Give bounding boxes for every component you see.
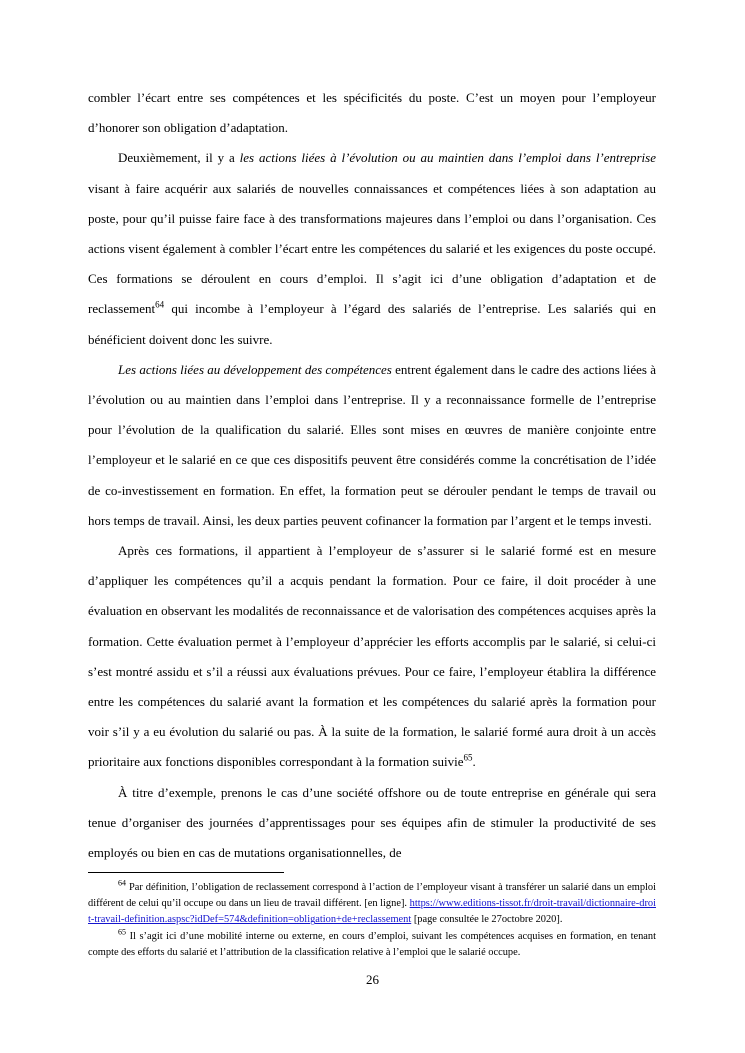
text-run: [page consultée le 27octobre 2020]. — [411, 914, 563, 926]
text-run: Après ces formations, il appartient à l’employeur de s’assurer si le salarié formé est en mesure d’appliquer les compétences qu’il a acquis pendant la formation. Pour ce faire, il doit procéder à une évaluation en observant les modalités de reconnaissance et de valorisation des compétences acquises après la formation. Cette évaluation permet à l’employeur d’apprécier les efforts accomplis par le salarié, si celui-ci s’est montré assidu et s’il a réussi aux évaluations prévues. Pour ce faire, l’employeur établira la différence entre les compétences du salarié avant la formation et les compétences du salarié après la formation pour voir s’il y a eu évolution du salarié ou pas. À la suite de la formation, le salarié formé aura droit à un accès prioritaire aux fonctions disponibles correspondant à la formation suivie — [88, 543, 656, 770]
footnote-link[interactable]: https://www.editions-tissot.fr/droit-travail/dictionnaire-droit-travail-definition.aspsc?idDef=574&definition=obligation+de+reclassement — [88, 898, 656, 926]
text-run: Par définition, l’obligation de reclassement correspond à l’action de l’employeur visant à transférer un salarié dans un emploi différent de celui qu’il occupe ou dans un lieu de travail différent. [en ligne]. — [88, 882, 656, 910]
text-run: . — [472, 754, 476, 770]
paragraph — [88, 83, 656, 143]
text-run: qui incombe à l’employeur à l’égard des salariés de l’entreprise. Les salariés qui en bénéficient doivent donc les suivre. — [88, 301, 656, 347]
footnote-reference[interactable]: 64 — [155, 300, 165, 311]
footnotes-area — [88, 880, 656, 961]
text-run: À titre d’exemple, prenons le cas d’une société offshore ou de toute entreprise en générale qui sera tenue d’organiser des journées d’apprentissages pour ses équipes afin de stimuler la productivité de ses employés ou bien en cas de mutations organisationnelles, de — [88, 784, 656, 861]
text-run: combler l’écart entre ses compétences et les spécificités du poste. C’est un moyen pour l’employeur d’honorer son obligation d’adaptation. — [88, 90, 656, 136]
footnote-marker: 64 — [118, 878, 126, 888]
footnote — [88, 929, 656, 961]
footnote — [88, 880, 656, 929]
text-run: visant à faire acquérir aux salariés de nouvelles connaissances et compétences liées à son adaptation au poste, pour qu’il puisse faire face à des transformations majeures dans l’emploi ou dans l’organisation. Ces actions visent également à combler l’écart entre les compétences du salarié et les exigences du poste occupé. Ces formations se déroulent en cours d’emploi. Il s’agit ici d’une obligation d’adaptation et de reclassement — [88, 180, 656, 317]
text-run: Deuxièmement, il y a — [118, 150, 240, 166]
footnote-separator — [88, 872, 284, 873]
emphasis-text: Les actions liées au développement des compétences — [118, 361, 392, 377]
footnote-marker: 65 — [118, 927, 126, 937]
body-text — [88, 83, 656, 868]
paragraph — [88, 536, 656, 778]
footnote-reference[interactable]: 65 — [463, 753, 473, 764]
paragraph — [88, 355, 656, 536]
text-run: Il s’agit ici d’une mobilité interne ou externe, en cours d’emploi, suivant les compétences acquises en formation, en tenant compte des efforts du salarié et l’attribution de la classification relative à l’emploi que le salarié occupe. — [88, 930, 656, 958]
paragraph — [88, 143, 656, 354]
page-number: 26 — [366, 972, 379, 987]
paragraph — [88, 778, 656, 869]
text-run: entrent également dans le cadre des actions liées à l’évolution ou au maintien dans l’emploi dans l’entreprise. Il y a reconnaissance formelle de l’entreprise pour l’évolution de la qualification du salarié. Elles sont mises en œuvres de manière conjointe entre l’employeur et le salarié en ce que ces dispositifs peuvent être considérés comme la concrétisation de l’idée de co-investissement en formation. En effet, la formation peut se dérouler pendant le temps de travail ou hors temps de travail. Ainsi, les deux parties peuvent cofinancer la formation par l’argent et le temps investi. — [88, 361, 656, 528]
emphasis-text: les actions liées à l’évolution ou au maintien dans l’emploi dans l’entreprise — [239, 150, 656, 166]
